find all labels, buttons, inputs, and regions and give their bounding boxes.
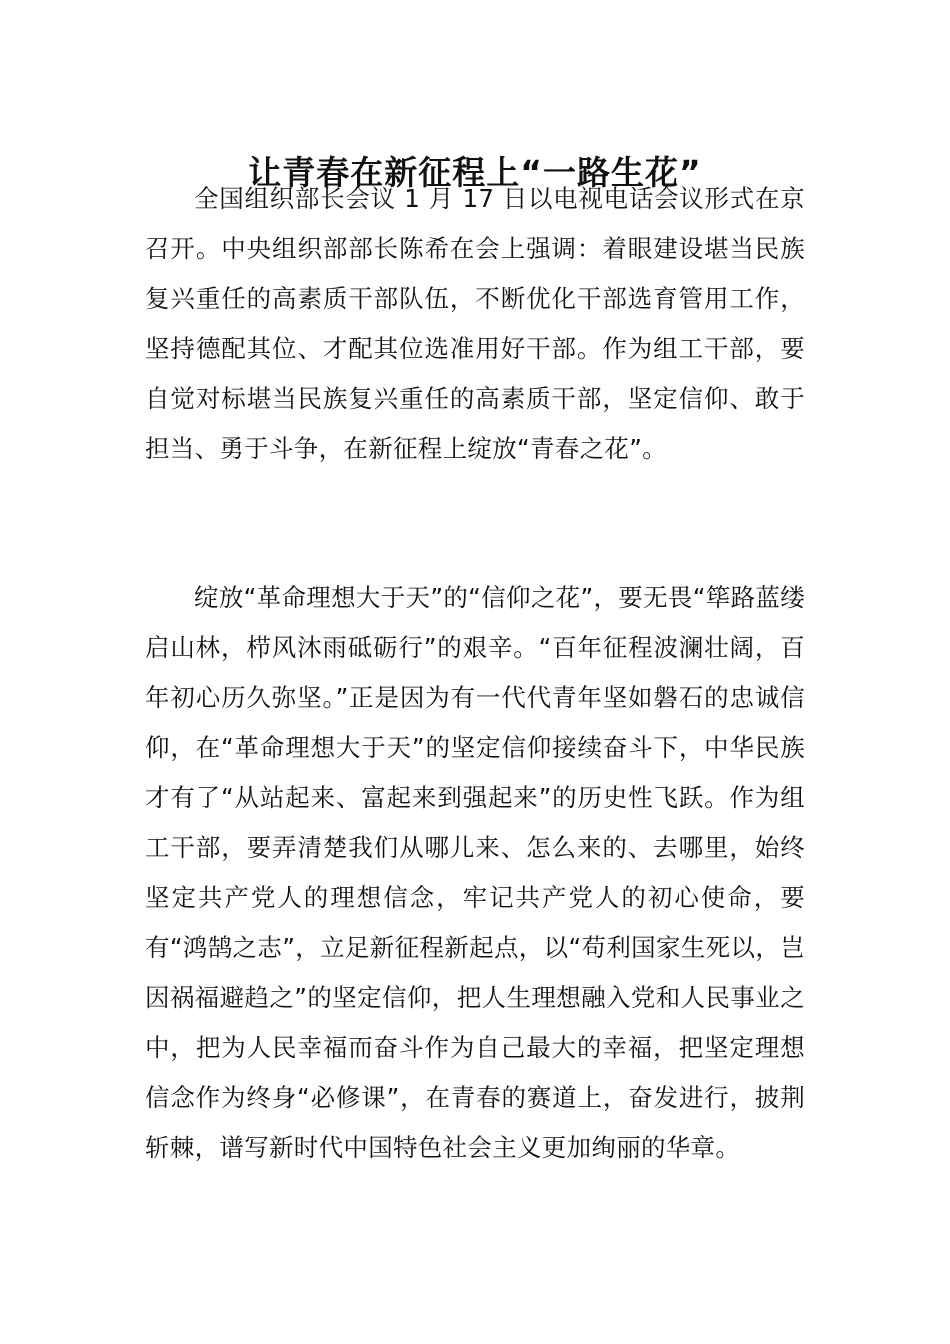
paragraph-intro: 全国组织部长会议 1 月 17 日以电视电话会议形式在京召开。中央组织部部长陈希在会上强调：着眼建设堪当民族复兴重任的高素质干部队伍，不断优化干部选育管用工作，坚持德配其位、才配其位选准用好干部。作为组工干部，要自觉对标堪当民族复兴重任的高素质干部，坚定信仰、敢于担当、勇于斗争，在新征程上绽放“青春之花”。	[145, 184, 805, 463]
paragraph-faith-flower: 绽放“革命理想大于天”的“信仰之花”，要无畏“筚路蓝缕启山林，栉风沐雨砥砺行”的艰辛。“百年征程波澜壮阔，百年初心历久弥坚。”正是因为有一代代青年坚如磐石的忠诚信仰，在“革命理想大于天”的坚定信仰接续奋斗下，中华民族才有了“从站起来、富起来到强起来”的历史性飞跃。作为组工干部，要弄清楚我们从哪儿来、怎么来的、去哪里，始终坚定共产党人的理想信念，牢记共产党人的初心使命，要有“鸿鹄之志”，立足新征程新起点，以“苟利国家生死以，岂因祸福避趋之”的坚定信仰，把人生理想融入党和人民事业之中，把为人民幸福而奋斗作为自己最大的幸福，把坚定理想信念作为终身“必修课”，在青春的赛道上，奋发进行，披荆斩棘，谱写新时代中国特色社会主义更加绚丽的华章。	[145, 583, 805, 1162]
document-title: 让青春在新征程上“一路生花”	[248, 153, 702, 193]
